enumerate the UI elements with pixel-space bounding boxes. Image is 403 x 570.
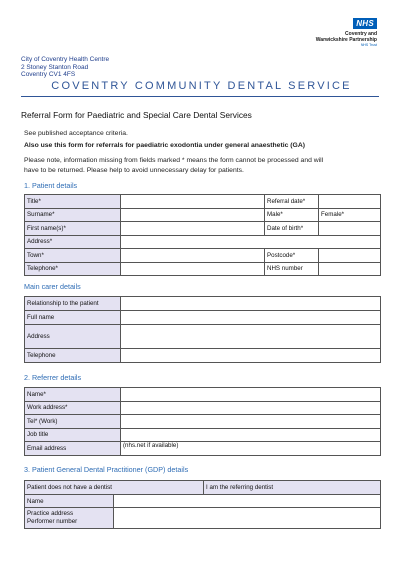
table-row (25, 297, 381, 311)
table-row (25, 208, 381, 222)
job-title-label: Job title (25, 428, 121, 442)
intro-missing-note (24, 156, 323, 175)
carer-address-field[interactable] (121, 325, 381, 349)
address-line: 2 Stoney Stanton Road (21, 63, 89, 71)
gdp-name-field[interactable] (114, 495, 381, 508)
carer-name-field[interactable] (121, 311, 381, 325)
table-row (25, 249, 381, 263)
work-address-field[interactable] (121, 401, 381, 415)
table-row (25, 442, 381, 456)
work-tel-field[interactable] (121, 415, 381, 429)
title-label: Title* (25, 195, 121, 209)
intro-missing-line1: Please note, information missing from fields marked * means the form cannot be processed and will (24, 157, 324, 164)
section-patient-details: 1. Patient details (24, 181, 78, 190)
surname-label: Surname* (25, 208, 121, 222)
town-field[interactable] (121, 249, 265, 263)
address-label: Address* (25, 235, 121, 249)
section-carer-details: Main carer details (24, 282, 81, 291)
nhs-number-label: NHS number (265, 262, 319, 276)
work-tel-label: Tel* (Work) (25, 415, 121, 429)
practice-address-label-line1: Practice address (27, 510, 74, 517)
practice-address-label (25, 508, 114, 529)
gdp-name-label: Name (25, 495, 114, 508)
town-label: Town* (25, 249, 121, 263)
carer-address-label: Address (25, 325, 121, 349)
postcode-label: Postcode* (265, 249, 319, 263)
intro-ga-note-text: Also use this form for referrals for paediatric exodontia under general anaesthetic (GA) (24, 142, 306, 149)
postcode-field[interactable] (319, 249, 381, 263)
female-checkbox[interactable]: Female* (319, 208, 381, 222)
no-dentist-checkbox[interactable]: Patient does not have a dentist (25, 481, 204, 495)
carer-telephone-field[interactable] (121, 349, 381, 363)
email-field[interactable] (121, 442, 381, 456)
address-field[interactable] (121, 235, 381, 249)
telephone-label: Telephone* (25, 262, 121, 276)
intro-ga-note (24, 141, 305, 151)
table-row (25, 349, 381, 363)
first-names-field[interactable] (121, 222, 265, 236)
clinic-address (21, 56, 109, 79)
relationship-field[interactable] (121, 297, 381, 311)
table-row (25, 235, 381, 249)
address-line: Coventry CV1 4FS (21, 71, 76, 78)
table-row (25, 195, 381, 209)
email-label: Email address (25, 442, 121, 456)
table-row (25, 415, 381, 429)
carer-name-label: Full name (25, 311, 121, 325)
intro-criteria: See published acceptance criteria. (24, 130, 128, 137)
trust-name-line3: NHS Trust (360, 43, 377, 47)
gdp-details-table (24, 480, 381, 529)
table-row (25, 428, 381, 442)
carer-telephone-label: Telephone (25, 349, 121, 363)
trust-name-line2: Warwickshire Partnership (315, 37, 377, 43)
table-row (25, 401, 381, 415)
title-divider (21, 96, 379, 97)
job-title-field[interactable] (121, 428, 381, 442)
relationship-label: Relationship to the patient (25, 297, 121, 311)
referral-date-label: Referral date* (265, 195, 319, 209)
carer-details-table (24, 296, 381, 363)
table-row (25, 481, 381, 495)
male-checkbox[interactable]: Male* (265, 208, 319, 222)
surname-field[interactable] (121, 208, 265, 222)
practice-address-label-line2: Performer number (27, 518, 78, 525)
table-row (25, 388, 381, 402)
referral-date-field[interactable] (319, 195, 381, 209)
address-line: City of Coventry Health Centre (21, 56, 110, 63)
telephone-field[interactable] (121, 262, 265, 276)
email-hint: (nhs.net if available) (123, 442, 179, 449)
dob-label: Date of birth* (265, 222, 319, 236)
referrer-name-label: Name* (25, 388, 121, 402)
practice-address-field[interactable] (114, 508, 381, 529)
trust-name-line1: Coventry and (345, 31, 377, 37)
table-row (25, 311, 381, 325)
nhs-logo-mark: NHS (353, 18, 377, 29)
table-row (25, 262, 381, 276)
nhs-number-field[interactable] (319, 262, 381, 276)
table-row (25, 508, 381, 529)
section-gdp-details: 3. Patient General Dental Practitioner (GDP) details (24, 465, 189, 474)
referrer-name-field[interactable] (121, 388, 381, 402)
work-address-label: Work address* (25, 401, 121, 415)
nhs-logo (316, 13, 377, 48)
service-title: COVENTRY COMMUNITY DENTAL SERVICE (51, 80, 352, 92)
table-row (25, 495, 381, 508)
referring-dentist-checkbox[interactable]: I am the referring dentist (204, 481, 381, 495)
dob-field[interactable] (319, 222, 381, 236)
form-title: Referral Form for Paediatric and Special Care Dental Services (21, 110, 252, 120)
table-row (25, 325, 381, 349)
table-row (25, 222, 381, 236)
intro-missing-line2: have to be returned. Please help to avoid unnecessary delay for patients. (24, 166, 244, 174)
patient-details-table (24, 194, 381, 276)
section-referrer-details: 2. Referrer details (24, 373, 82, 382)
first-names-label: First name(s)* (25, 222, 121, 236)
referrer-details-table (24, 387, 381, 456)
title-field[interactable] (121, 195, 265, 209)
